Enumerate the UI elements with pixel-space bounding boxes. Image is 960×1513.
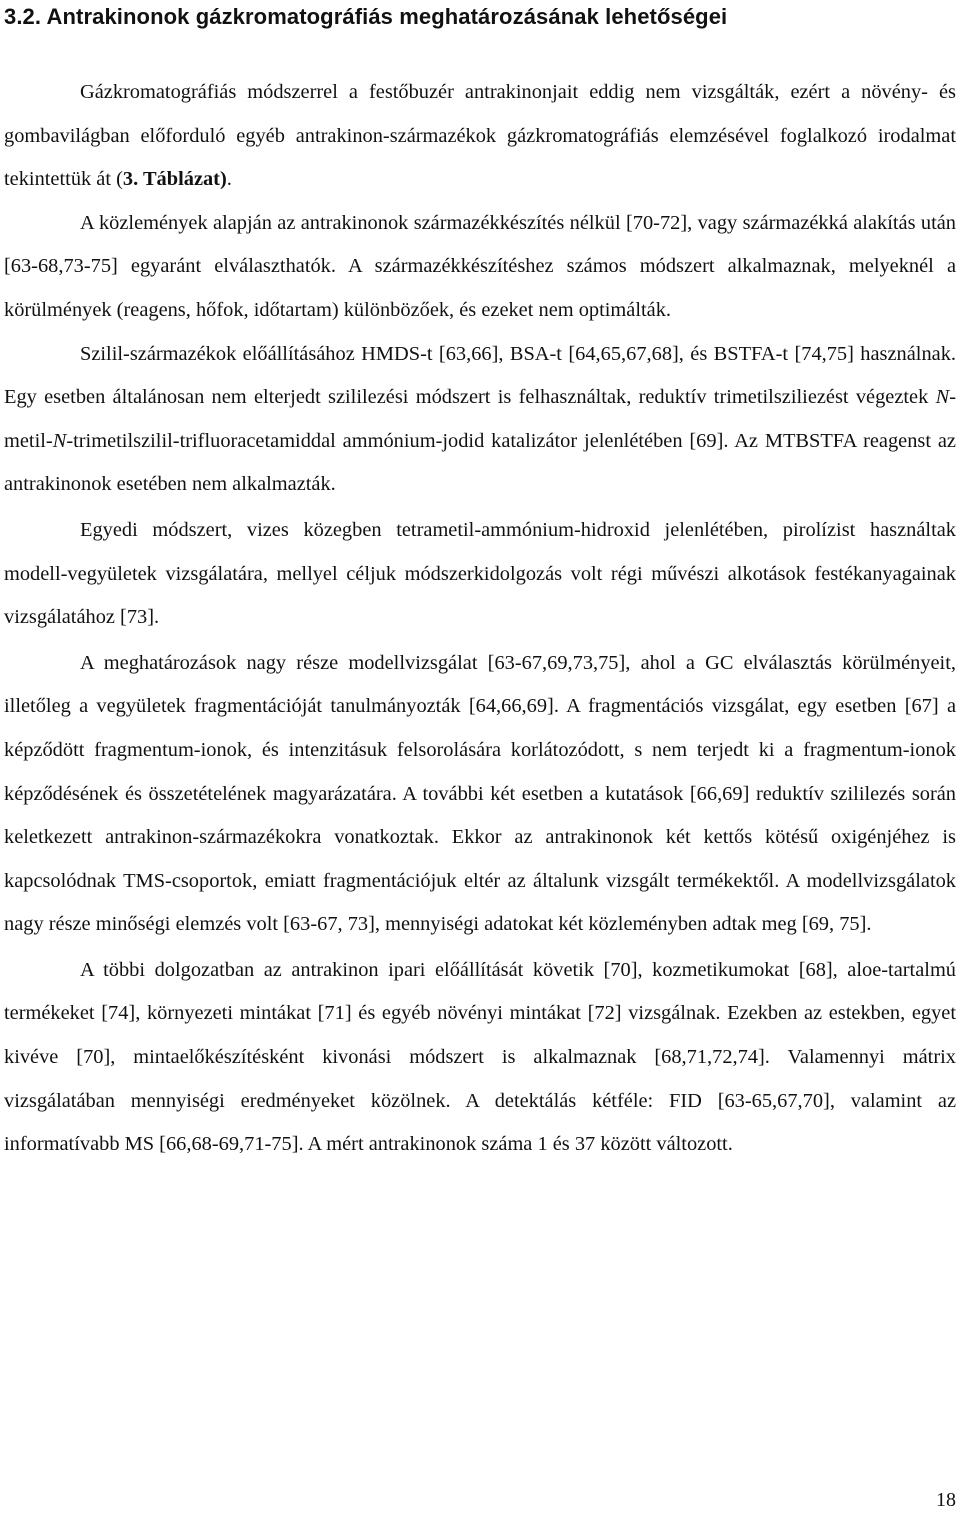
paragraph-2: A közlemények alapján az antrakinonok származékkészítés nélkül [70-72], vagy származékká alakítás után [63-68,73-75] egyaránt elválaszthatók. A származékkészítéshez számos módszert alkalmaznak, melyeknél a körülmények (reagens, hőfok, időtartam) különbözőek, és ezeket nem optimálták. [4,211,956,321]
paragraph-5: A meghatározások nagy része modellvizsgálat [63-67,69,73,75], ahol a GC elválasztás körülményeit, illetőleg a vegyületek fragmentációját tanulmányozták [64,66,69]. A fragmentációs vizsgálat, egy esetben [67] a képződött fragmentum-ionok, és intenzitásuk felsorolására korlátozódott, s nem terjedt ki a fragmentum-ionok képződésének és összetételének magyarázatára. A további két esetben a kutatások [66,69] reduktív szililezés során keletkezett antrakinon-származékokra vonatkoztak. Ekkor az antrakinonok két kettős kötésű oxigénjéhez is kapcsolódnak TMS-csoportok, emiatt fragmentációjuk eltér az általunk vizsgált termékektől. A modellvizsgálatok nagy része minőségi elemzés volt [63-67, 73], mennyiségi adatokat két közleményben adtak meg [69, 75]. [4,651,956,936]
table-reference-link[interactable]: 3. Táblázat) [122,168,227,191]
paragraph-6: A többi dolgozatban az antrakinon ipari előállítását követik [70], kozmetikumokat [68], aloe-tartalmú termékeket [74], környezeti mintákat [71] és egyéb növényi mintákat [72] vizsgálnak. Ezekben az estekben, egyet kivéve [70], mintaelőkészítésként kivonási módszert is alkalmaznak [68,71,72,74]. Valamennyi mátrix vizsgálatában mennyiségi eredményeket közölnek. A detektálás kétféle: FID [63-65,67,70], valamint az informatívabb MS [66,68-69,71-75]. A mért antrakinonok száma 1 és 37 között változott. [4,958,956,1156]
paragraph-3-italic-n1: N [935,386,950,409]
section-heading: 3.2. Antrakinonok gázkromatográfiás meghatározásának lehetőségei [4,4,728,29]
page-number: 18 [936,1489,956,1511]
paragraph-1-end: . [226,168,232,191]
paragraph-3-italic-n2: N [52,429,67,452]
paragraph-3-text-b: -metil- [4,386,956,452]
paragraph-3-text-c: -trimetilszilil-trifluoracetamiddal ammónium-jodid katalizátor jelenlétében [69]. Az MTBSTFA reagenst az antrakinonok esetében nem alkalmazták. [4,429,956,496]
paragraph-3 [4,333,956,507]
paragraph-4: Egyedi módszert, vizes közegben tetrametil-ammónium-hidroxid jelenlétében, pirolízist használtak modell-vegyületek vizsgálatára, mellyel céljuk módszerkidolgozás volt régi művészi alkotások festékanyagainak vizsgálatához [73]. [4,518,956,629]
paragraph-1 [4,71,956,202]
paragraph-1-text: Gázkromatográfiás módszerrel a festőbuzér antrakinonjait eddig nem vizsgálták, ezért a növény- és gombavilágban előforduló egyéb antrakinon-származékok gázkromatográfiás elemzésével foglalkozó irodalmat tekintettük át ( [4,81,956,191]
body-text [4,71,956,1167]
paragraph-3-text-a: Szilil-származékok előállításához HMDS-t [63,66], BSA-t [64,65,67,68], és BSTFA-t [74,75] használnak. Egy esetben általánosan nem elterjedt szililezési módszert is felhasználtak, reduktív trimetilsziliezést végeztek [4,342,956,409]
